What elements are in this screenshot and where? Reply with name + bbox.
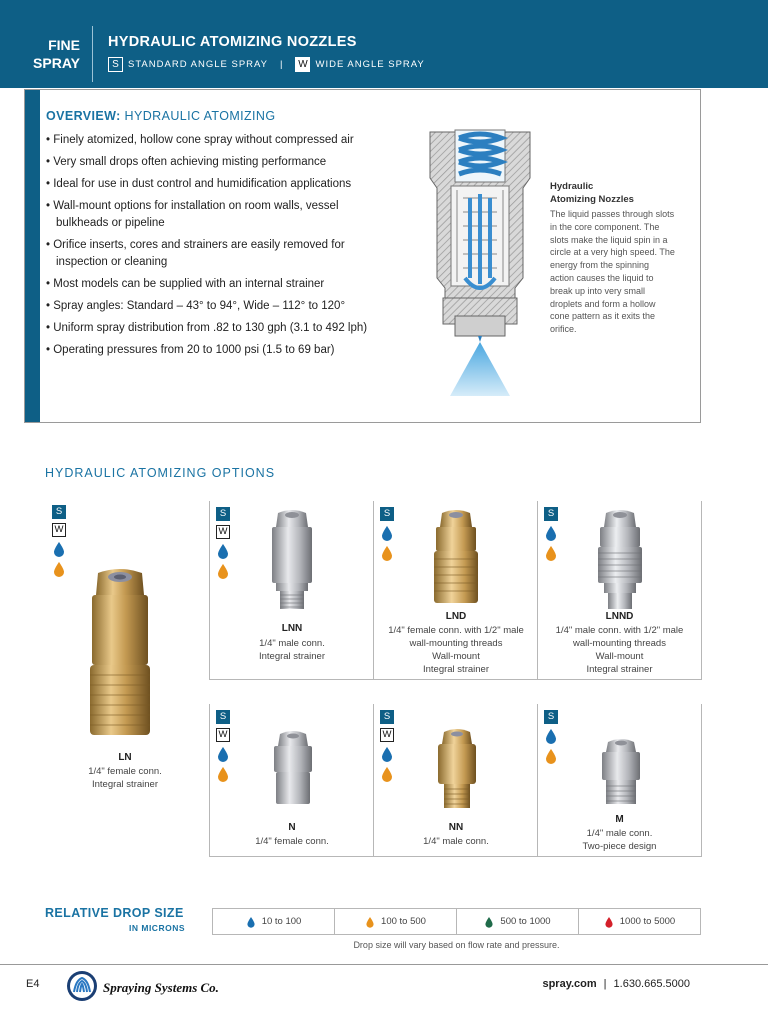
spray-badges	[380, 710, 394, 786]
product-desc-line: Wall-mount	[432, 651, 480, 662]
spray-badges	[544, 507, 558, 565]
blue-drop-icon	[380, 746, 394, 762]
product-desc-line: 1/4" female conn.	[255, 836, 329, 847]
bullet-item: • Operating pressures from 20 to 1000 psi (1.5 to 69 bar)	[46, 342, 386, 359]
bullet-item: • Ideal for use in dust control and humidification applications	[46, 176, 386, 193]
standard-badge: S	[216, 507, 230, 521]
page-title: HYDRAULIC ATOMIZING NOZZLES	[108, 34, 357, 50]
drop-size-label: 100 to 500	[381, 916, 426, 927]
header-divider	[92, 26, 93, 82]
product-name: NN	[448, 822, 464, 833]
red-drop-icon	[604, 915, 614, 929]
drop-size-label: 1000 to 5000	[619, 916, 676, 927]
overview-title	[46, 109, 275, 123]
blue-drop-icon	[216, 746, 230, 762]
category-line-2: SPRAY	[33, 55, 80, 71]
product-name: LN	[118, 752, 132, 763]
product-desc-line: 1/4" male conn. with 1/2" male	[555, 625, 684, 636]
bullet-item: • Spray angles: Standard – 43° to 94°, Wide – 112° to 120°	[46, 298, 386, 315]
drop-size-range	[457, 909, 579, 934]
product-n	[209, 704, 374, 857]
product-desc-line: Integral strainer	[422, 664, 489, 675]
product-desc-line: 1/4" female conn.	[88, 766, 162, 777]
page-header	[0, 0, 768, 88]
orange-drop-icon	[216, 766, 230, 782]
product-desc-line: wall-mounting threads	[573, 638, 666, 649]
product-lnnd	[537, 501, 702, 680]
standard-badge: S	[380, 507, 394, 521]
blue-drop-icon	[52, 541, 66, 557]
product-desc-line: 1/4" male conn.	[259, 638, 325, 649]
nozzle-cutaway-diagram	[425, 128, 535, 398]
orange-drop-icon	[380, 766, 394, 782]
wide-label: WIDE ANGLE SPRAY	[315, 59, 425, 70]
drop-size-note: Drop size will vary based on flow rate and pressure.	[353, 940, 560, 950]
product-lnn	[209, 501, 374, 680]
overview-title-bold: OVERVIEW:	[46, 109, 121, 123]
orange-drop-icon	[52, 561, 66, 577]
standard-badge: S	[544, 507, 558, 521]
lnn-nozzle-image	[268, 507, 316, 611]
product-desc-line: Integral strainer	[91, 779, 158, 790]
standard-badge: S	[544, 710, 558, 724]
diagram-caption	[550, 180, 675, 336]
overview-bullets	[46, 132, 386, 364]
product-desc-line: Two-piece design	[582, 841, 657, 852]
drop-size-legend	[212, 908, 701, 935]
drop-size-range	[579, 909, 700, 934]
bullet-item: • Orifice inserts, cores and strainers are easily removed for inspection or cleaning	[46, 237, 386, 271]
orange-drop-icon	[365, 915, 375, 929]
product-desc-line: wall-mounting threads	[409, 638, 503, 649]
orange-drop-icon	[544, 748, 558, 764]
nn-nozzle-image	[434, 726, 480, 810]
drop-size-label: 500 to 1000	[500, 916, 551, 927]
m-nozzle-image	[598, 736, 644, 806]
phone-number: 1.630.665.5000	[613, 978, 690, 990]
bullet-item: • Very small drops often achieving misting performance	[46, 154, 386, 171]
blue-drop-icon	[380, 525, 394, 541]
drop-size-range	[213, 909, 335, 934]
lnnd-nozzle-image	[592, 507, 648, 611]
overview-box	[24, 89, 701, 423]
orange-drop-icon	[380, 545, 394, 561]
orange-drop-icon	[216, 563, 230, 579]
product-desc-line: 1/4" female conn. with 1/2" male	[388, 625, 524, 636]
product-desc-line: Integral strainer	[258, 651, 325, 662]
product-desc-line: Wall-mount	[595, 651, 644, 662]
company-logo-icon	[66, 970, 98, 1002]
product-name: LNN	[281, 623, 303, 634]
standard-badge: S	[52, 505, 66, 519]
wide-badge: W	[380, 728, 394, 742]
drop-size-range	[335, 909, 457, 934]
drop-size-label: 10 to 100	[261, 916, 302, 927]
wide-badge: W	[295, 57, 310, 72]
legend-separator: |	[280, 59, 284, 70]
caption-title-line-1: Hydraulic	[550, 181, 594, 192]
bullet-item: • Finely atomized, hollow cone spray without compressed air	[46, 132, 386, 149]
standard-label: STANDARD ANGLE SPRAY	[128, 59, 269, 70]
blue-drop-icon	[544, 728, 558, 744]
overview-accent-bar	[25, 90, 40, 422]
ln-nozzle-image	[80, 565, 160, 745]
overview-title-rest: HYDRAULIC ATOMIZING	[120, 109, 276, 123]
product-name: LNND	[605, 611, 634, 622]
product-ln	[45, 505, 205, 805]
n-nozzle-image	[270, 728, 316, 808]
product-nn	[373, 704, 538, 857]
footer-separator: |	[603, 978, 607, 990]
green-drop-icon	[484, 915, 494, 929]
blue-drop-icon	[216, 543, 230, 559]
category-line-1: FINE	[48, 37, 80, 53]
orange-drop-icon	[544, 545, 558, 561]
product-desc-line: 1/4" male conn.	[423, 836, 489, 847]
spray-badges	[52, 505, 66, 581]
caption-text: The liquid passes through slots in the core component. The slots make the liquid spin in a circle at a very high speed. The energy from the spinning action causes the liquid to break up into very small droplets and form a hollow cone pattern as it exits the orifice.	[550, 209, 675, 335]
standard-badge: S	[216, 710, 230, 724]
spray-badges	[216, 710, 230, 786]
caption-title-line-2: Atomizing Nozzles	[550, 194, 634, 205]
website-link[interactable]: spray.com	[542, 978, 597, 990]
spray-badges	[380, 507, 394, 565]
blue-drop-icon	[246, 915, 256, 929]
product-m	[537, 704, 702, 857]
lnd-nozzle-image	[428, 507, 484, 611]
company-name: Spraying Systems Co.	[103, 980, 219, 995]
bullet-item: • Uniform spray distribution from .82 to 130 gph (3.1 to 492 lph)	[46, 320, 386, 337]
standard-badge: S	[108, 57, 123, 72]
blue-drop-icon	[544, 525, 558, 541]
wide-badge: W	[216, 525, 230, 539]
spray-angle-legend	[108, 57, 425, 72]
footer-contact	[542, 978, 690, 990]
product-name: M	[615, 814, 624, 825]
spray-badges	[544, 710, 558, 768]
product-desc-line: Integral strainer	[586, 664, 653, 675]
drop-size-title: RELATIVE DROP SIZE	[45, 906, 184, 920]
product-desc-line: 1/4" male conn.	[586, 828, 653, 839]
product-name: N	[288, 822, 296, 833]
standard-badge: S	[380, 710, 394, 724]
page-number: E4	[26, 978, 40, 990]
wide-badge: W	[216, 728, 230, 742]
bullet-item: • Most models can be supplied with an internal strainer	[46, 276, 386, 293]
category-label	[22, 36, 80, 72]
wide-badge: W	[52, 523, 66, 537]
options-title: HYDRAULIC ATOMIZING OPTIONS	[45, 466, 276, 480]
product-name: LND	[445, 611, 467, 622]
bullet-item: • Wall-mount options for installation on room walls, vessel bulkheads or pipeline	[46, 198, 386, 232]
spray-badges	[216, 507, 230, 583]
product-lnd	[373, 501, 538, 680]
drop-size-subtitle: IN MICRONS	[129, 923, 185, 933]
footer-divider	[0, 964, 768, 965]
